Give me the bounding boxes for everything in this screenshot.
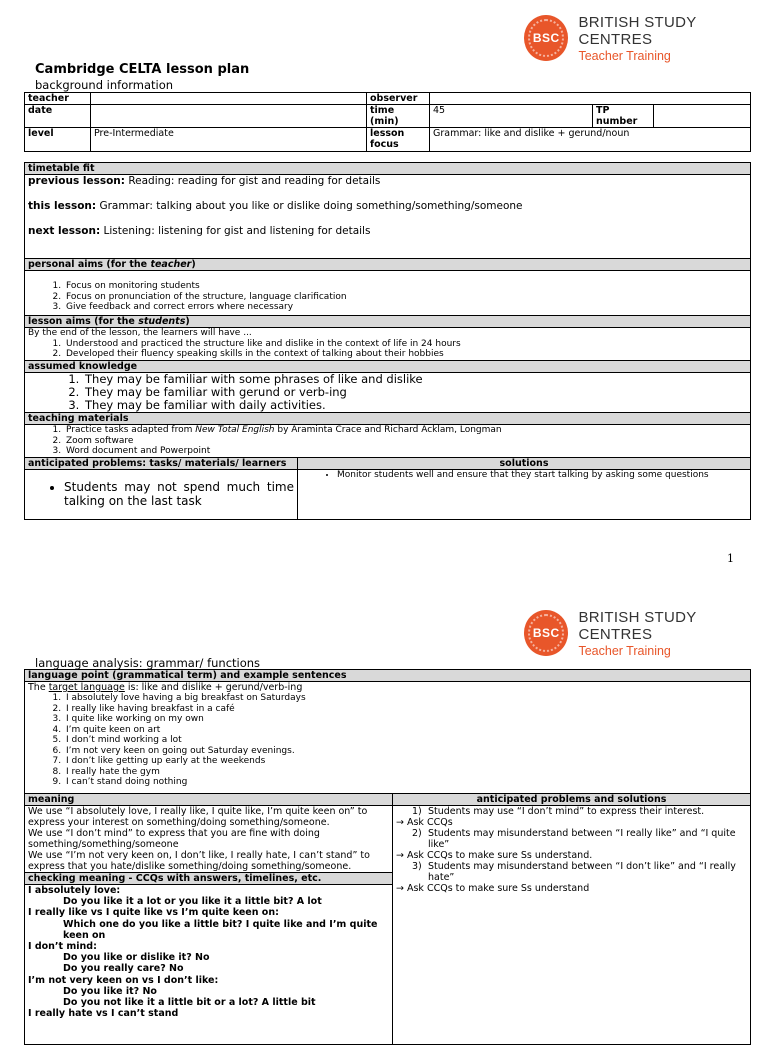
date-value: [91, 105, 367, 128]
ccq-question: Do you like or dislike it? No: [63, 952, 210, 964]
timetable-fit-content: previous lesson: Reading: reading for gist and reading for details this lesson: Grammar: talking about you like or dislike doing something/something/someone next lesson: Listening: listening for gist and listening for details: [25, 175, 751, 259]
anticipated-problems-header: anticipated problems: tasks/ materials/ learners: [25, 458, 298, 470]
meaning-line: We use “I absolutely love, I really like, I quite like, I’m quite keen on” to express your interest on something/doing something/someone.: [28, 806, 368, 828]
language-analysis-table: [24, 669, 751, 1045]
ccq-header: checking meaning - CCQs with answers, timelines, etc.: [25, 873, 393, 885]
previous-lesson: Reading: reading for gist and reading for details: [128, 175, 381, 187]
teacher-label: teacher: [25, 93, 91, 105]
logo-sub-text: Teacher Training: [578, 48, 671, 63]
bsc-logo-badge: BSC: [524, 15, 568, 61]
lesson-aims-content: By the end of the lesson, the learners will have ... 1. Understood and practiced the structure like and dislike in the context of life in 24 hours 2. Developed their fluency speaking skills in the context of talking about their hobbies: [25, 328, 751, 361]
bsc-logo-badge: BSC: [524, 610, 568, 656]
list-item: 2. They may be familiar with gerund or verb-ing: [83, 386, 747, 399]
ccq-question: Do you not like it a little bit or a lot? A little bit: [63, 997, 316, 1009]
teaching-materials-header: teaching materials: [25, 413, 751, 425]
level-value: Pre-Intermediate: [91, 128, 367, 152]
example-sentence: 2. I really like having breakfast in a café: [64, 704, 747, 715]
page-number: 1: [727, 552, 734, 565]
logo-main-text: BRITISH STUDY CENTRES: [578, 14, 697, 49]
example-sentence: 1. I absolutely love having a big breakfast on Saturdays: [64, 693, 747, 704]
observer-label: observer: [367, 93, 430, 105]
observer-value: [430, 93, 751, 105]
time-label: time (min): [367, 105, 430, 128]
list-item: 2. Zoom software: [64, 436, 747, 447]
list-item: 3. Give feedback and correct errors where necessary: [64, 302, 747, 313]
list-item: 2. Developed their fluency speaking skills in the context of talking about their hobbies: [64, 349, 747, 360]
problems-solutions-header: anticipated problems and solutions: [393, 794, 751, 806]
background-info-table: [24, 92, 751, 152]
solution-arrow: → Ask CCQs to make sure Ss understand: [396, 883, 590, 894]
logo-main-text: BRITISH STUDY CENTRES: [578, 609, 697, 644]
ccq-question: Which one do you like a little bit? I quite like and I’m quite keen on: [63, 918, 378, 941]
level-label: level: [25, 128, 91, 152]
meaning-line: We use “I’m not very keen on, I don’t like, I really hate, I can’t stand” to express that you hate/dislike something/doing something/someone.: [28, 850, 370, 872]
example-sentence: 5. I don’t mind working a lot: [64, 735, 747, 746]
ccq-question: Do you like it a lot or you like it a little bit? A lot: [63, 896, 322, 908]
language-point-content: [25, 682, 751, 794]
list-item: 1. They may be familiar with some phrases of like and dislike: [83, 373, 747, 386]
solutions-content: [298, 470, 751, 520]
section-title: language analysis: grammar/ functions: [35, 656, 261, 670]
teacher-value: [91, 93, 367, 105]
bsc-logo: [524, 14, 768, 63]
assumed-knowledge-header: assumed knowledge: [25, 361, 751, 373]
lesson-details-table: [24, 162, 751, 520]
teaching-materials-content: [25, 425, 751, 458]
list-item: 1. Understood and practiced the structure like and dislike in the context of life in 24 hours: [64, 339, 747, 350]
target-language: The target language is: like and dislike + gerund/verb-ing: [28, 682, 303, 693]
lesson-aims-header: lesson aims (for the students): [25, 316, 751, 328]
list-item: 2. Focus on pronunciation of the structure, language clarification: [64, 292, 747, 303]
solution-arrow: → Ask CCQs: [396, 817, 453, 828]
ccq-question: Do you like it? No: [63, 985, 157, 997]
ccq-heading: I really hate vs I can’t stand: [28, 1008, 179, 1020]
example-sentence: 9. I can’t stand doing nothing: [64, 777, 747, 788]
list-item: • Students may not spend much time talking on the last task: [64, 480, 294, 508]
list-item: 3. They may be familiar with daily activities.: [83, 399, 747, 412]
ccq-heading: I really like vs I quite like vs I’m quite keen on:: [28, 907, 279, 919]
anticipated-problems-content: [25, 470, 298, 520]
lesson-focus-label: lesson focus: [367, 128, 430, 152]
lesson-focus-value: Grammar: like and dislike + gerund/noun: [430, 128, 751, 152]
meaning-header: meaning: [25, 794, 393, 806]
example-sentence: 6. I’m not very keen on going out Saturday evenings.: [64, 746, 747, 757]
solutions-header: solutions: [298, 458, 751, 470]
example-sentence: 4. I’m quite keen on art: [64, 725, 747, 736]
ccq-question: Do you really care? No: [63, 963, 184, 975]
meaning-content: [25, 806, 393, 873]
date-label: date: [25, 105, 91, 128]
logo-sub-text: Teacher Training: [578, 643, 671, 658]
personal-aims-content: [25, 271, 751, 316]
page-subtitle: background information: [35, 78, 174, 92]
solution-arrow: → Ask CCQs to make sure Ss understand.: [396, 850, 593, 861]
list-item: • Monitor students well and ensure that they start talking by asking some questions: [337, 470, 747, 481]
meaning-line: We use “I don’t mind” to express that you are fine with doing something/something/someone: [28, 828, 320, 850]
example-sentence: 8. I really hate the gym: [64, 767, 747, 778]
page-title: Cambridge CELTA lesson plan: [35, 62, 250, 77]
tp-number-label: TP number: [593, 105, 654, 128]
personal-aims-header: personal aims (for the teacher): [25, 259, 751, 271]
assumed-knowledge-content: [25, 373, 751, 413]
this-lesson: Grammar: talking about you like or dislike doing something/something/someone: [99, 200, 523, 212]
list-item: 1. Focus on monitoring students: [64, 281, 747, 292]
list-item: 3. Word document and Powerpoint: [64, 446, 747, 457]
tp-number-value: [654, 105, 751, 128]
language-point-header: language point (grammatical term) and example sentences: [25, 670, 751, 682]
next-lesson: Listening: listening for gist and listening for details: [103, 225, 371, 237]
ccq-content: [25, 885, 393, 1045]
ccq-heading: I absolutely love:: [28, 885, 121, 896]
bsc-logo: [524, 609, 768, 658]
problems-solutions-content: 1) Students may use “I don’t mind” to express their interest. → Ask CCQs 2) Students may misunderstand between “I really like” and “I quite like” → Ask CCQs to make sure Ss understand. 3) Students may misunderstand between “I don’t like” and “I really hate” → Ask CCQs to make sure Ss understand: [393, 806, 751, 1045]
list-item: 1. Practice tasks adapted from New Total English by Araminta Crace and Richard Acklam, Longman: [64, 425, 747, 436]
example-sentence: 3. I quite like working on my own: [64, 714, 747, 725]
timetable-fit-header: timetable fit: [25, 163, 751, 175]
ccq-heading: I don’t mind:: [28, 941, 97, 953]
example-sentence: 7. I don’t like getting up early at the weekends: [64, 756, 747, 767]
ccq-heading: I’m not very keen on vs I don’t like:: [28, 974, 219, 986]
time-value: 45: [430, 105, 593, 128]
